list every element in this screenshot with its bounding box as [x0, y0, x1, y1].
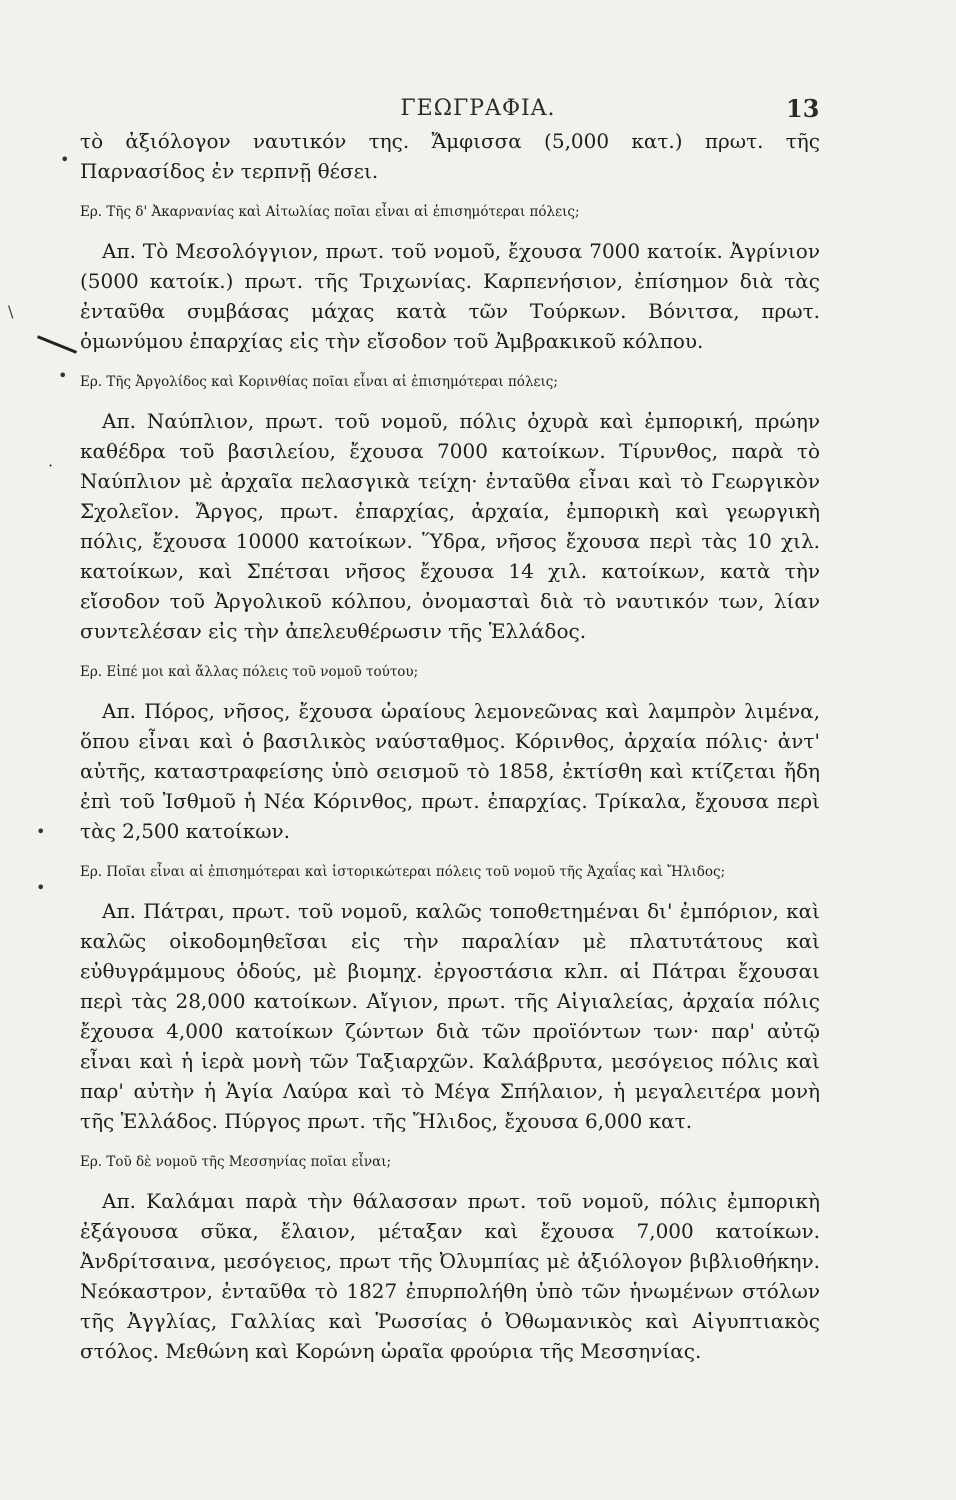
question-paragraph: Ερ. Τῆς Ἀργολίδος καὶ Κορινθίας ποῖαι εἶναι αἱ ἐπισημότεραι πόλεις; — [80, 374, 558, 390]
margin-dot: • — [36, 878, 46, 897]
margin-pen-stroke — [37, 335, 77, 354]
margin-tick: \ — [8, 302, 14, 321]
margin-dot: • — [36, 822, 46, 841]
margin-dot: • — [60, 150, 70, 169]
answer-paragraph: Απ. Ναύπλιον, πρωτ. τοῦ νομοῦ, πόλις ὀχυρὰ καὶ ἐμπορική, πρώην καθέδρα τοῦ βασιλείου, ἔχουσα 7000 κατοίκων. Τίρυνθος, παρὰ τὸ Ναύπλιον μὲ ἀρχαῖα πελασγικὰ τείχη· ἐνταῦθα εἶναι καὶ τὸ Γεωργικὸν Σχολεῖον. Ἄργος, πρωτ. ἐπαρχίας, ἀρχαία, ἐμπορικὴ καὶ γεωργικὴ πόλις, ἔχουσα 10000 κατοίκων. Ὕδρα, νῆσος ἔχουσα περὶ τὰς 10 χιλ. κατοίκων, καὶ Σπέτσαι νῆσος ἔχουσα 14 χιλ. κατοίκων, κατὰ τὴν εἴσοδον τοῦ Ἀργολικοῦ κόλπου, ὀνομασταὶ διὰ τὸ ναυτικόν των, λίαν συντελέσαν εἰς τὴν ἀπελευθέρωσιν τῆς Ἑλλάδος. — [80, 409, 820, 643]
question-paragraph: Ερ. Τῆς δ' Ἀκαρνανίας καὶ Αἰτωλίας ποῖαι εἶναι αἱ ἐπισημότεραι πόλεις; — [80, 204, 580, 220]
margin-dot: · — [48, 456, 54, 475]
answer-paragraph: Απ. Πόρος, νῆσος, ἔχουσα ὡραίους λεμονεῶνας καὶ λαμπρὸν λιμένα, ὅπου εἶναι καὶ ὁ βασιλικὸς ναύσταθμος. Κόρινθος, ἀρχαία πόλις· ἀντ' αὐτῆς, καταστραφείσης ὑπὸ σεισμοῦ τὸ 1858, ἐκτίσθη καὶ κτίζεται ἤδη ἐπὶ τοῦ Ἰσθμοῦ ἡ Νέα Κόρινθος, πρωτ. ἐπαρχίας. Τρίκαλα, ἔχουσα περὶ τὰς 2,500 κατοίκων. — [80, 699, 820, 843]
page-body — [80, 126, 820, 1380]
answer-paragraph: τὸ ἀξιόλογον ναυτικόν της. Ἄμφισσα (5,000 κατ.) πρωτ. τῆς Παρνασίδος ἐν τερπνῇ θέσει. — [80, 129, 820, 183]
question-paragraph: Ερ. Τοῦ δὲ νομοῦ τῆς Μεσσηνίας ποῖαι εἶναι; — [80, 1154, 392, 1170]
question-paragraph: Ερ. Εἰπέ μοι καὶ ἄλλας πόλεις τοῦ νομοῦ τούτου; — [80, 664, 419, 680]
question-paragraph: Ερ. Ποῖαι εἶναι αἱ ἐπισημότεραι καὶ ἱστορικώτεραι πόλεις τοῦ νομοῦ τῆς Ἀχαΐας καὶ Ἤλιδος; — [80, 864, 726, 880]
margin-dot: • — [58, 366, 68, 385]
answer-paragraph: Απ. Πάτραι, πρωτ. τοῦ νομοῦ, καλῶς τοποθετημέναι δι' ἐμπόριον, καὶ καλῶς οἰκοδομηθεῖσαι εἰς τὴν παραλίαν μὲ πλατυτάτους καὶ εὐθυγράμμους ὁδούς, μὲ βιομηχ. ἐργοστάσια κλπ. αἱ Πάτραι ἔχουσαι περὶ τὰς 28,000 κατοίκων. Αἴγιον, πρωτ. τῆς Αἰγιαλείας, ἀρχαία πόλις ἔχουσα 4,000 κατοίκων ζώντων διὰ τῶν προϊόντων των· παρ' αὐτῷ εἶναι καὶ ἡ ἱερὰ μονὴ τῶν Ταξιαρχῶν. Καλάβρυτα, μεσόγειος πόλις καὶ παρ' αὐτὴν ἡ Ἁγία Λαύρα καὶ τὸ Μέγα Σπήλαιον, ἡ μεγαλειτέρα μονὴ τῆς Ἑλλάδος. Πύργος πρωτ. τῆς Ἤλιδος, ἔχουσα 6,000 κατ. — [80, 899, 820, 1133]
running-header: ΓΕΩΓΡΑΦΙΑ. — [400, 96, 556, 121]
answer-paragraph: Απ. Καλάμαι παρὰ τὴν θάλασσαν πρωτ. τοῦ νομοῦ, πόλις ἐμπορικὴ ἐξάγουσα σῦκα, ἔλαιον, μέταξαν καὶ ἔχουσα 7,000 κατοίκων. Ἀνδρίτσαινα, μεσόγειος, πρωτ τῆς Ὀλυμπίας μὲ ἀξιόλογον βιβλιοθήκην. Νεόκαστρον, ἐνταῦθα τὸ 1827 ἐπυρπολήθη ὑπὸ τῶν ἡνωμένων στόλων τῆς Ἀγγλίας, Γαλλίας καὶ Ῥωσσίας ὁ Ὀθωμανικὸς καὶ Αἰγυπτιακὸς στόλος. Μεθώνη καὶ Κορώνη ὡραῖα φρούρια τῆς Μεσσηνίας. — [80, 1189, 820, 1363]
answer-paragraph: Απ. Τὸ Μεσολόγγιον, πρωτ. τοῦ νομοῦ, ἔχουσα 7000 κατοίκ. Ἀγρίνιον (5000 κατοίκ.) πρωτ. τῆς Τριχωνίας. Καρπενήσιον, ἐπίσημον διὰ τὰς ἐνταῦθα συμβάσας μάχας κατὰ τῶν Τούρκων. Βόνιτσα, πρωτ. ὁμωνύμου ἐπαρχίας εἰς τὴν εἴσοδον τοῦ Ἀμβρακικοῦ κόλπου. — [80, 239, 820, 353]
page-number: 13 — [786, 94, 820, 123]
